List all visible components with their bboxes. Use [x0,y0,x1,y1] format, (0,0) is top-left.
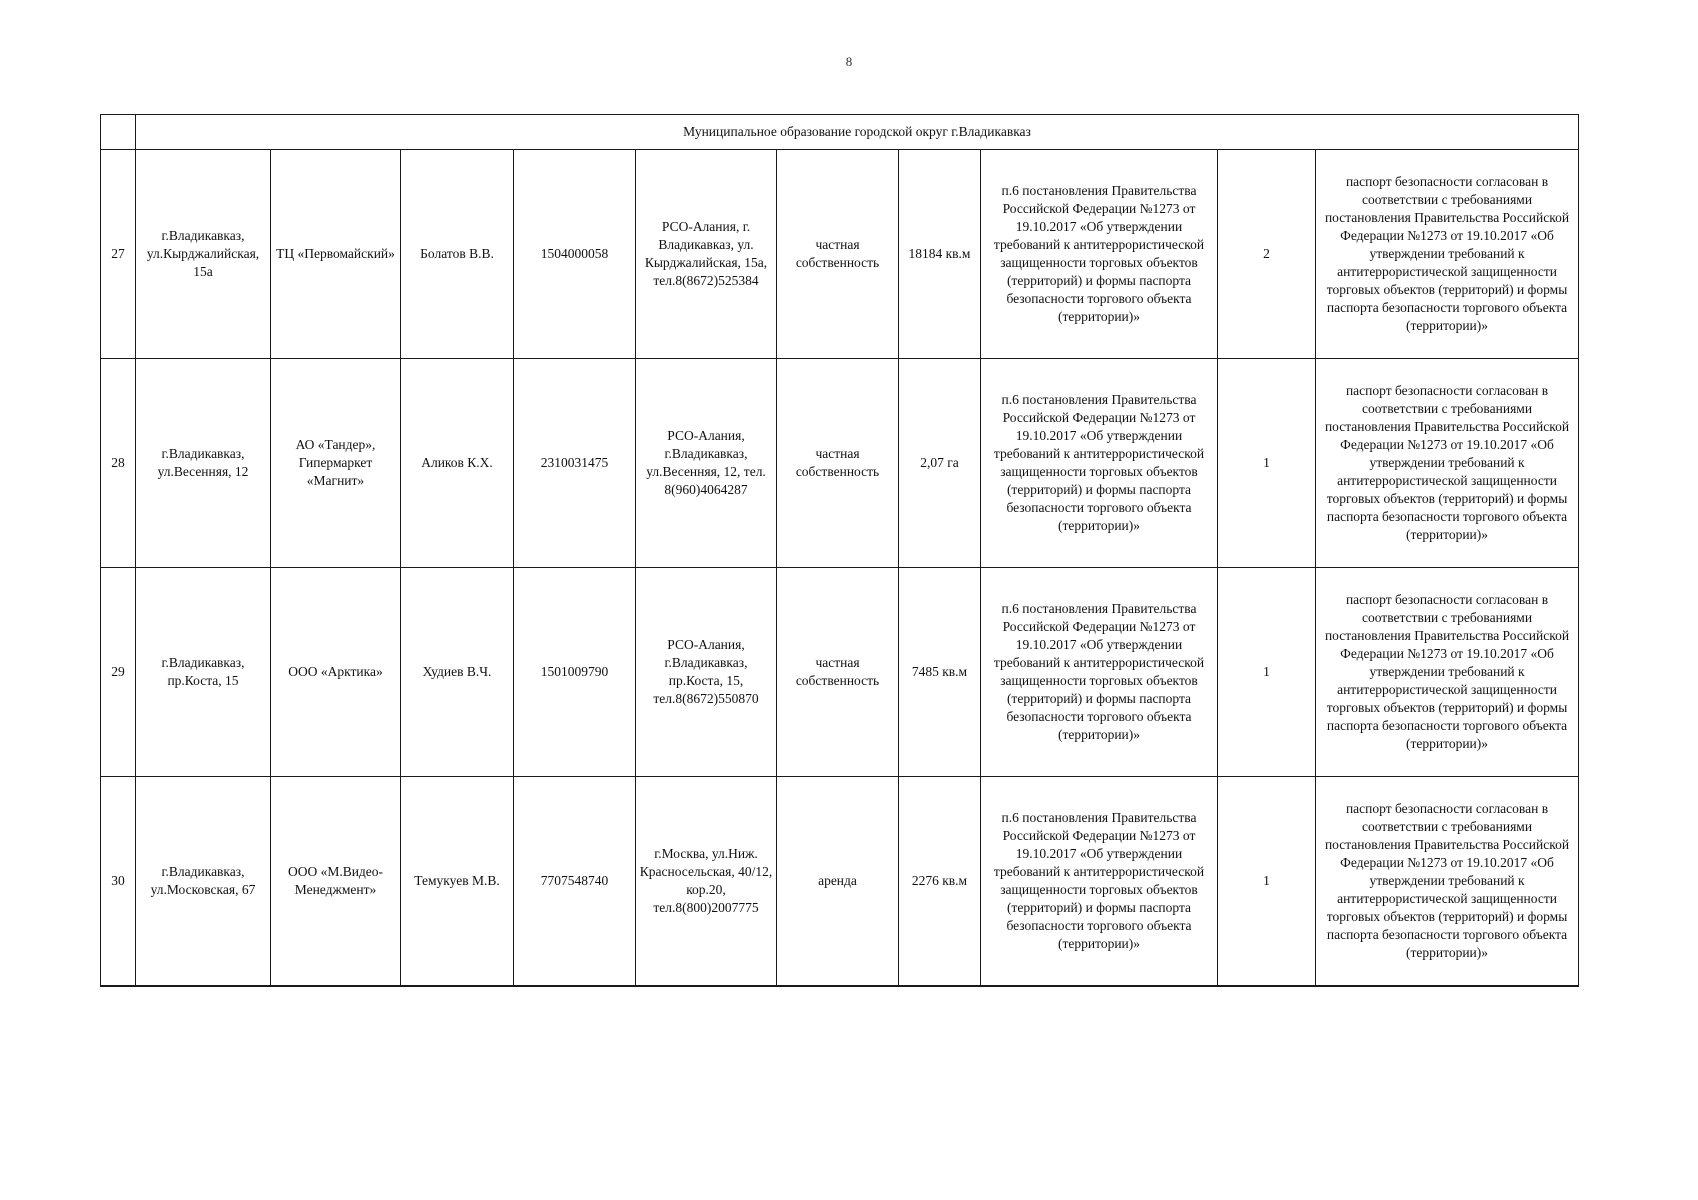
row-number: 29 [101,568,136,777]
table-row [101,568,1579,777]
table-row [101,359,1579,568]
owner-address: г.Москва, ул.Ниж. Красносельская, 40/12, кор.20, тел.8(800)2007775 [636,777,777,987]
object-name: ООО «М.Видео-Менеджмент» [271,777,401,987]
owner-inn: 1501009790 [514,568,636,777]
passport-status: паспорт безопасности согласован в соответствии с требованиями постановления Правительства Российской Федерации №1273 от 19.10.2017 «Об утверждении требований к антитеррористической защищенности торговых объектов (территорий) и формы паспорта безопасности торгового объекта (территории)» [1316,777,1579,987]
object-name: ООО «Арктика» [271,568,401,777]
owner-inn: 2310031475 [514,359,636,568]
ownership-form: частная собственность [777,568,899,777]
section-header-spacer [101,115,136,150]
passport-status: паспорт безопасности согласован в соответствии с требованиями постановления Правительства Российской Федерации №1273 от 19.10.2017 «Об утверждении требований к антитеррористической защищенности торговых объектов (территорий) и формы паспорта безопасности торгового объекта (территории)» [1316,568,1579,777]
categorization-basis: п.6 постановления Правительства Российской Федерации №1273 от 19.10.2017 «Об утверждении требований к антитеррористической защищенности торговых объектов (территорий) и формы паспорта безопасности торгового объекта (территории)» [981,777,1218,987]
object-location: г.Владикавказ, ул.Весенняя, 12 [136,359,271,568]
object-name: ТЦ «Первомайский» [271,150,401,359]
object-location: г.Владикавказ, ул.Кырджалийская, 15а [136,150,271,359]
object-location: г.Владикавказ, пр.Коста, 15 [136,568,271,777]
section-header-row [101,115,1579,150]
object-category: 1 [1218,568,1316,777]
passport-status: паспорт безопасности согласован в соответствии с требованиями постановления Правительства Российской Федерации №1273 от 19.10.2017 «Об утверждении требований к антитеррористической защищенности торговых объектов (территорий) и формы паспорта безопасности торгового объекта (территории)» [1316,150,1579,359]
object-area: 7485 кв.м [899,568,981,777]
object-head: Темукуев М.В. [401,777,514,987]
object-head: Болатов В.В. [401,150,514,359]
categorization-basis: п.6 постановления Правительства Российской Федерации №1273 от 19.10.2017 «Об утверждении требований к антитеррористической защищенности торговых объектов (территорий) и формы паспорта безопасности торгового объекта (территории)» [981,568,1218,777]
registry-table [100,114,1579,987]
passport-status: паспорт безопасности согласован в соответствии с требованиями постановления Правительства Российской Федерации №1273 от 19.10.2017 «Об утверждении требований к антитеррористической защищенности торговых объектов (территорий) и формы паспорта безопасности торгового объекта (территории)» [1316,359,1579,568]
table-row [101,777,1579,987]
row-number: 28 [101,359,136,568]
owner-address: РСО-Алания, г. Владикавказ, ул. Кырджалийская, 15а, тел.8(8672)525384 [636,150,777,359]
row-number: 27 [101,150,136,359]
categorization-basis: п.6 постановления Правительства Российской Федерации №1273 от 19.10.2017 «Об утверждении требований к антитеррористической защищенности торговых объектов (территорий) и формы паспорта безопасности торгового объекта (территории)» [981,150,1218,359]
ownership-form: частная собственность [777,150,899,359]
owner-address: РСО-Алания, г.Владикавказ, пр.Коста, 15, тел.8(8672)550870 [636,568,777,777]
object-area: 2276 кв.м [899,777,981,987]
object-area: 18184 кв.м [899,150,981,359]
categorization-basis: п.6 постановления Правительства Российской Федерации №1273 от 19.10.2017 «Об утверждении требований к антитеррористической защищенности торговых объектов (территорий) и формы паспорта безопасности торгового объекта (территории)» [981,359,1218,568]
ownership-form: частная собственность [777,359,899,568]
object-category: 2 [1218,150,1316,359]
object-location: г.Владикавказ, ул.Московская, 67 [136,777,271,987]
owner-inn: 1504000058 [514,150,636,359]
ownership-form: аренда [777,777,899,987]
object-category: 1 [1218,359,1316,568]
object-head: Аликов К.Х. [401,359,514,568]
table-row [101,150,1579,359]
object-area: 2,07 га [899,359,981,568]
row-number: 30 [101,777,136,987]
object-name: АО «Тандер», Гипермаркет «Магнит» [271,359,401,568]
owner-inn: 7707548740 [514,777,636,987]
page-number: 8 [845,54,853,69]
object-head: Худиев В.Ч. [401,568,514,777]
owner-address: РСО-Алания, г.Владикавказ, ул.Весенняя, 12, тел. 8(960)4064287 [636,359,777,568]
section-title: Муниципальное образование городской округ г.Владикавказ [136,115,1579,150]
object-category: 1 [1218,777,1316,987]
